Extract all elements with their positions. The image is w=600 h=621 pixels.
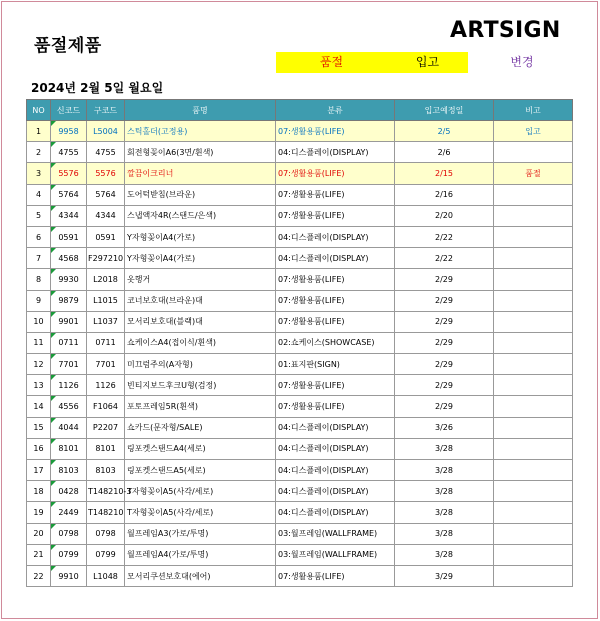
report-date: 2024년 2월 5일 월요일 bbox=[31, 81, 164, 95]
cell-old-code[interactable]: 0798 bbox=[87, 523, 125, 544]
cell-new-code[interactable]: 9879 bbox=[51, 290, 87, 311]
cell-eta[interactable]: 2/22 bbox=[395, 248, 494, 269]
table-row bbox=[27, 121, 573, 142]
cell-category[interactable]: 04:디스플레이(DISPLAY) bbox=[276, 142, 395, 163]
cell-name[interactable]: 도어턱받침(브라운) bbox=[125, 184, 276, 205]
cell-no[interactable]: 18 bbox=[27, 481, 51, 502]
table-row bbox=[27, 248, 573, 269]
cell-eta[interactable]: 2/20 bbox=[395, 205, 494, 226]
cell-no[interactable]: 9 bbox=[27, 290, 51, 311]
cell-old-code[interactable]: 8101 bbox=[87, 438, 125, 459]
cell-new-code[interactable]: 8101 bbox=[51, 438, 87, 459]
cell-old-code[interactable]: L1015 bbox=[87, 290, 125, 311]
cell-category[interactable]: 07:생활용품(LIFE) bbox=[276, 311, 395, 332]
col-header-note[interactable]: 비고 bbox=[494, 100, 573, 121]
cell-note[interactable] bbox=[494, 502, 573, 523]
cell-note[interactable] bbox=[494, 565, 573, 586]
cell-no[interactable]: 1 bbox=[27, 121, 51, 142]
cell-name[interactable]: 월프레임A3(가로/투명) bbox=[125, 523, 276, 544]
table-row bbox=[27, 269, 573, 290]
cell-eta[interactable]: 3/28 bbox=[395, 544, 494, 565]
cell-note[interactable]: 입고 bbox=[494, 121, 573, 142]
cell-eta[interactable]: 3/26 bbox=[395, 417, 494, 438]
cell-new-code[interactable]: 0711 bbox=[51, 332, 87, 353]
col-header-new-code[interactable]: 신코드 bbox=[51, 100, 87, 121]
cell-note[interactable] bbox=[494, 311, 573, 332]
cell-old-code[interactable]: 4755 bbox=[87, 142, 125, 163]
cell-old-code[interactable]: L1048 bbox=[87, 565, 125, 586]
col-header-no[interactable]: NO bbox=[27, 100, 51, 121]
cell-old-code[interactable]: 0711 bbox=[87, 332, 125, 353]
table-row bbox=[27, 205, 573, 226]
cell-name[interactable]: 코너보호대(브라운)대 bbox=[125, 290, 276, 311]
cell-eta[interactable]: 2/5 bbox=[395, 121, 494, 142]
cell-no[interactable]: 10 bbox=[27, 311, 51, 332]
cell-no[interactable]: 14 bbox=[27, 396, 51, 417]
table-row bbox=[27, 163, 573, 184]
soldout-table bbox=[26, 99, 573, 587]
cell-old-code[interactable]: T148210 bbox=[87, 502, 125, 523]
table-row bbox=[27, 417, 573, 438]
legend-sold-out: 품절 bbox=[276, 52, 387, 73]
cell-note[interactable] bbox=[494, 354, 573, 375]
table-row bbox=[27, 523, 573, 544]
page-title: 품절제품 bbox=[34, 36, 102, 56]
cell-new-code[interactable]: 2449 bbox=[51, 502, 87, 523]
cell-category[interactable]: 03:월프레임(WALLFRAME) bbox=[276, 544, 395, 565]
cell-new-code[interactable]: 8103 bbox=[51, 460, 87, 481]
cell-name[interactable]: 쇼카드(문자형/SALE) bbox=[125, 417, 276, 438]
cell-eta[interactable]: 2/15 bbox=[395, 163, 494, 184]
cell-eta[interactable]: 3/28 bbox=[395, 481, 494, 502]
table-row bbox=[27, 226, 573, 247]
cell-old-code[interactable]: 1126 bbox=[87, 375, 125, 396]
cell-new-code[interactable]: 1126 bbox=[51, 375, 87, 396]
cell-note[interactable] bbox=[494, 460, 573, 481]
cell-eta[interactable]: 2/16 bbox=[395, 184, 494, 205]
cell-note[interactable] bbox=[494, 396, 573, 417]
cell-new-code[interactable]: 9910 bbox=[51, 565, 87, 586]
cell-category[interactable]: 07:생활용품(LIFE) bbox=[276, 375, 395, 396]
cell-no[interactable]: 12 bbox=[27, 354, 51, 375]
table-row bbox=[27, 396, 573, 417]
col-header-old-code[interactable]: 구코드 bbox=[87, 100, 125, 121]
cell-eta[interactable]: 2/29 bbox=[395, 290, 494, 311]
cell-eta[interactable]: 2/29 bbox=[395, 332, 494, 353]
cell-old-code[interactable]: P2207 bbox=[87, 417, 125, 438]
cell-category[interactable]: 04:디스플레이(DISPLAY) bbox=[276, 417, 395, 438]
cell-name[interactable]: 회전형꽂이A6(3면/흰색) bbox=[125, 142, 276, 163]
cell-new-code[interactable]: 5764 bbox=[51, 184, 87, 205]
cell-note[interactable] bbox=[494, 205, 573, 226]
cell-old-code[interactable]: F297210 bbox=[87, 248, 125, 269]
table-row bbox=[27, 290, 573, 311]
cell-new-code[interactable]: 7701 bbox=[51, 354, 87, 375]
cell-new-code[interactable]: 9930 bbox=[51, 269, 87, 290]
cell-note[interactable] bbox=[494, 481, 573, 502]
cell-no[interactable]: 11 bbox=[27, 332, 51, 353]
col-header-name[interactable]: 품명 bbox=[125, 100, 276, 121]
cell-name[interactable]: 깔끔이크리너 bbox=[125, 163, 276, 184]
cell-no[interactable]: 20 bbox=[27, 523, 51, 544]
cell-name[interactable]: 링포켓스탠드A4(세로) bbox=[125, 438, 276, 459]
cell-eta[interactable]: 2/6 bbox=[395, 142, 494, 163]
cell-eta[interactable]: 2/29 bbox=[395, 269, 494, 290]
cell-no[interactable]: 5 bbox=[27, 205, 51, 226]
cell-no[interactable]: 3 bbox=[27, 163, 51, 184]
col-header-eta[interactable]: 입고예정일 bbox=[395, 100, 494, 121]
cell-name[interactable]: 월프레임A4(가로/투명) bbox=[125, 544, 276, 565]
cell-eta[interactable]: 3/28 bbox=[395, 523, 494, 544]
cell-new-code[interactable]: 0798 bbox=[51, 523, 87, 544]
table-row bbox=[27, 502, 573, 523]
table-row bbox=[27, 481, 573, 502]
cell-note[interactable] bbox=[494, 226, 573, 247]
cell-eta[interactable]: 2/29 bbox=[395, 354, 494, 375]
cell-note[interactable] bbox=[494, 523, 573, 544]
cell-no[interactable]: 15 bbox=[27, 417, 51, 438]
cell-category[interactable]: 04:디스플레이(DISPLAY) bbox=[276, 481, 395, 502]
table-row bbox=[27, 184, 573, 205]
cell-new-code[interactable]: 4755 bbox=[51, 142, 87, 163]
cell-category[interactable]: 07:생활용품(LIFE) bbox=[276, 290, 395, 311]
cell-category[interactable]: 03:월프레임(WALLFRAME) bbox=[276, 523, 395, 544]
table-row bbox=[27, 565, 573, 586]
cell-category[interactable]: 07:생활용품(LIFE) bbox=[276, 121, 395, 142]
cell-note[interactable] bbox=[494, 544, 573, 565]
cell-old-code[interactable]: F1064 bbox=[87, 396, 125, 417]
cell-old-code[interactable]: L1037 bbox=[87, 311, 125, 332]
cell-old-code[interactable]: L2018 bbox=[87, 269, 125, 290]
legend-change: 변경 bbox=[510, 55, 534, 69]
cell-name[interactable]: 모서리쿠션보호대(에어) bbox=[125, 565, 276, 586]
cell-category[interactable]: 04:디스플레이(DISPLAY) bbox=[276, 502, 395, 523]
cell-name[interactable]: T자형꽂이A5(사각/세로) bbox=[125, 481, 276, 502]
cell-no[interactable]: 13 bbox=[27, 375, 51, 396]
cell-no[interactable]: 7 bbox=[27, 248, 51, 269]
table-row bbox=[27, 460, 573, 481]
cell-eta[interactable]: 3/28 bbox=[395, 438, 494, 459]
cell-no[interactable]: 4 bbox=[27, 184, 51, 205]
cell-note[interactable] bbox=[494, 438, 573, 459]
cell-no[interactable]: 22 bbox=[27, 565, 51, 586]
cell-no[interactable]: 16 bbox=[27, 438, 51, 459]
cell-eta[interactable]: 3/28 bbox=[395, 460, 494, 481]
cell-category[interactable]: 04:디스플레이(DISPLAY) bbox=[276, 248, 395, 269]
cell-eta[interactable]: 2/29 bbox=[395, 375, 494, 396]
table-header-row bbox=[27, 100, 573, 121]
cell-category[interactable]: 04:디스플레이(DISPLAY) bbox=[276, 438, 395, 459]
cell-note[interactable] bbox=[494, 184, 573, 205]
cell-category[interactable]: 07:생활용품(LIFE) bbox=[276, 205, 395, 226]
cell-eta[interactable]: 2/29 bbox=[395, 396, 494, 417]
cell-eta[interactable]: 2/29 bbox=[395, 311, 494, 332]
table-row bbox=[27, 332, 573, 353]
table-row bbox=[27, 375, 573, 396]
cell-note[interactable] bbox=[494, 375, 573, 396]
cell-category[interactable]: 07:생활용품(LIFE) bbox=[276, 163, 395, 184]
table-row bbox=[27, 544, 573, 565]
cell-old-code[interactable]: 8103 bbox=[87, 460, 125, 481]
cell-name[interactable]: 스틱홀더(고정용) bbox=[125, 121, 276, 142]
cell-note[interactable] bbox=[494, 332, 573, 353]
table-row bbox=[27, 438, 573, 459]
cell-old-code[interactable]: 0591 bbox=[87, 226, 125, 247]
cell-no[interactable]: 19 bbox=[27, 502, 51, 523]
cell-name[interactable]: 스냅액자4R(스탠드/은색) bbox=[125, 205, 276, 226]
cell-category[interactable]: 01:표지판(SIGN) bbox=[276, 354, 395, 375]
cell-new-code[interactable]: 0591 bbox=[51, 226, 87, 247]
col-header-category[interactable]: 분류 bbox=[276, 100, 395, 121]
cell-new-code[interactable]: 4044 bbox=[51, 417, 87, 438]
cell-note[interactable] bbox=[494, 417, 573, 438]
cell-old-code[interactable]: T148210-3 bbox=[87, 481, 125, 502]
cell-new-code[interactable]: 9901 bbox=[51, 311, 87, 332]
table-row bbox=[27, 311, 573, 332]
cell-new-code[interactable]: 9958 bbox=[51, 121, 87, 142]
cell-category[interactable]: 02:쇼케이스(SHOWCASE) bbox=[276, 332, 395, 353]
cell-old-code[interactable]: 0799 bbox=[87, 544, 125, 565]
cell-new-code[interactable]: 0799 bbox=[51, 544, 87, 565]
cell-name[interactable]: 모서리보호대(블랙)대 bbox=[125, 311, 276, 332]
cell-note[interactable] bbox=[494, 142, 573, 163]
cell-no[interactable]: 6 bbox=[27, 226, 51, 247]
cell-category[interactable]: 07:생활용품(LIFE) bbox=[276, 269, 395, 290]
cell-note[interactable]: 품절 bbox=[494, 163, 573, 184]
cell-old-code[interactable]: 5764 bbox=[87, 184, 125, 205]
cell-new-code[interactable]: 4344 bbox=[51, 205, 87, 226]
cell-note[interactable] bbox=[494, 269, 573, 290]
cell-category[interactable]: 07:생활용품(LIFE) bbox=[276, 565, 395, 586]
brand-logo: ARTSIGN bbox=[450, 18, 561, 43]
cell-no[interactable]: 17 bbox=[27, 460, 51, 481]
cell-name[interactable]: 빈티지보드후크U형(검정) bbox=[125, 375, 276, 396]
table-row bbox=[27, 354, 573, 375]
cell-category[interactable]: 04:디스플레이(DISPLAY) bbox=[276, 226, 395, 247]
cell-name[interactable]: 쇼케이스A4(접이식/흰색) bbox=[125, 332, 276, 353]
cell-old-code[interactable]: L5004 bbox=[87, 121, 125, 142]
table-row bbox=[27, 142, 573, 163]
cell-old-code[interactable]: 5576 bbox=[87, 163, 125, 184]
cell-category[interactable]: 07:생활용품(LIFE) bbox=[276, 184, 395, 205]
cell-name[interactable]: 미끄럼주의(A자형) bbox=[125, 354, 276, 375]
cell-eta[interactable]: 2/22 bbox=[395, 226, 494, 247]
cell-new-code[interactable]: 5576 bbox=[51, 163, 87, 184]
cell-note[interactable] bbox=[494, 248, 573, 269]
legend-arrival: 입고 bbox=[387, 52, 468, 73]
cell-no[interactable]: 8 bbox=[27, 269, 51, 290]
cell-name[interactable]: T자형꽂이A5(사각/세로) bbox=[125, 502, 276, 523]
cell-new-code[interactable]: 4556 bbox=[51, 396, 87, 417]
cell-eta[interactable]: 3/28 bbox=[395, 502, 494, 523]
cell-category[interactable]: 07:생활용품(LIFE) bbox=[276, 396, 395, 417]
cell-no[interactable]: 2 bbox=[27, 142, 51, 163]
cell-category[interactable]: 04:디스플레이(DISPLAY) bbox=[276, 460, 395, 481]
cell-new-code[interactable]: 4568 bbox=[51, 248, 87, 269]
cell-name[interactable]: Y자형꽂이A4(가로) bbox=[125, 226, 276, 247]
cell-old-code[interactable]: 4344 bbox=[87, 205, 125, 226]
cell-note[interactable] bbox=[494, 290, 573, 311]
cell-name[interactable]: 포토프레임5R(흰색) bbox=[125, 396, 276, 417]
cell-old-code[interactable]: 7701 bbox=[87, 354, 125, 375]
cell-new-code[interactable]: 0428 bbox=[51, 481, 87, 502]
cell-name[interactable]: Y자형꽂이A4(가로) bbox=[125, 248, 276, 269]
cell-no[interactable]: 21 bbox=[27, 544, 51, 565]
cell-eta[interactable]: 3/29 bbox=[395, 565, 494, 586]
cell-name[interactable]: 옷행거 bbox=[125, 269, 276, 290]
cell-name[interactable]: 링포켓스탠드A5(세로) bbox=[125, 460, 276, 481]
